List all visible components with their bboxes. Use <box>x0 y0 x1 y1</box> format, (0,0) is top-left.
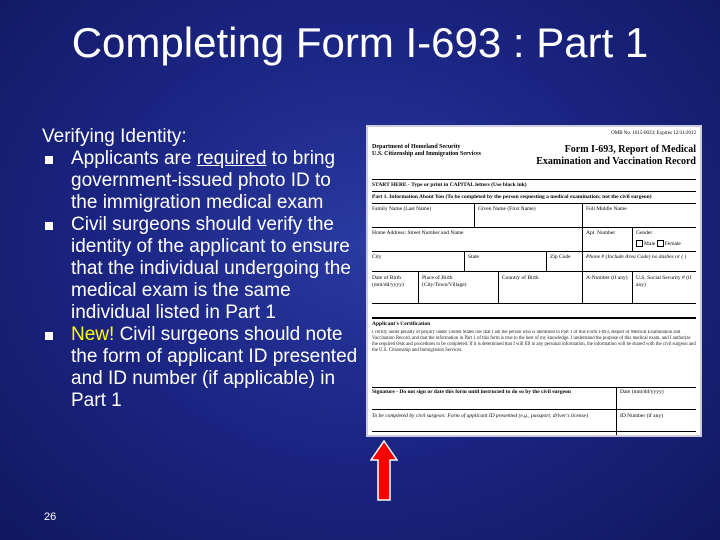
bullet-item-note-id: New! Civil surgeons should note the form of applicant ID presented and ID number (if applicable) in Part 1 <box>42 324 362 412</box>
form-gender: Gender <box>636 230 653 236</box>
form-city: City <box>372 254 382 260</box>
form-title: Form I-693, Report of Medical Examination and Vaccination Record <box>536 144 696 167</box>
form-apt-number: Apt. Number <box>586 230 616 236</box>
form-home-address: Home Address: Street Number and Name <box>372 230 464 236</box>
slide-title: Completing Form I-693 : Part 1 <box>71 19 649 66</box>
new-label: New! <box>71 324 115 345</box>
form-id-presented: To be completed by civil surgeon: Form of applicant ID presented (e.g., passport, driver's license) <box>372 413 588 419</box>
form-dob: Date of Birth (mm/dd/yyyy) <box>372 275 404 288</box>
form-id-number: ID Number (if any) <box>620 413 663 419</box>
square-bullet-icon <box>45 222 53 230</box>
form-gender-options: Male Female <box>636 240 681 248</box>
form-cert-heading: Applicant's Certification <box>372 321 431 327</box>
form-a-number: A-Number (if any) <box>586 275 628 281</box>
form-country: Country of Birth <box>502 275 539 281</box>
form-phone: Phone # (Include Area Code) no dashes or ( ) <box>586 254 687 260</box>
form-given-name: Given Name (First Name) <box>478 206 536 212</box>
form-middle-name: Full Middle Name <box>586 206 627 212</box>
section-heading: Verifying Identity: <box>42 126 187 147</box>
form-start-here: START HERE - Type or print in CAPITAL letters (Use black ink) <box>372 182 527 188</box>
form-cert-text: I certify under penalty of perjury under United States law that I am the person who is identified in Part 1 of this Form I-693, Report of Medical Examination and Vaccination Record, and that the information in Part 1 of this form is true to the best of my knowledge. I understand the purpose of this medical exam, and I authorize the required tests and procedures to be completed. If it is determined that I will fill in any personal information, the information will be shared with the civil surgeon and the U.S. Citizenship and Immigration Services. <box>372 330 696 353</box>
form-department: Department of Homeland Security U.S. Citizenship and Immigration Services <box>372 144 482 157</box>
form-omb-number: OMB No. 1615-0033; Expires 12/31/2012 <box>611 131 696 136</box>
required-emphasis: required <box>196 148 267 169</box>
form-place-of-birth: Place of Birth (City/Town/Village) <box>422 275 467 288</box>
form-signature: Signature - Do not sign or date this form until instructed to do so by the civil surgeon <box>372 389 571 395</box>
up-arrow-icon <box>370 440 398 502</box>
female-checkbox <box>657 240 664 247</box>
form-part1-heading: Part 1. Information About You (To be completed by the person requesting a medical examination; not the civil surgeon) <box>372 194 652 200</box>
form-zip: Zip Code <box>550 254 571 260</box>
form-header <box>372 130 696 174</box>
slide-number: 26 <box>44 511 57 523</box>
form-i693-image <box>366 125 702 437</box>
form-state: State <box>468 254 479 260</box>
bullet-item-verify-identity: Civil surgeons should verify the identity of the applicant to ensure that the individual undergoing the medical exam is the same individual listed in Part 1 <box>42 214 362 324</box>
square-bullet-icon <box>45 332 53 340</box>
bullet-item-id-required: Applicants are required to bring government-issued photo ID to the immigration medical exam <box>42 148 362 214</box>
male-checkbox <box>636 240 643 247</box>
form-date: Date (mm/dd/yyyy) <box>620 389 664 395</box>
bullet-list <box>42 148 362 412</box>
slide-content <box>42 126 362 412</box>
form-family-name: Family Name (Last Name) <box>372 206 432 212</box>
square-bullet-icon <box>45 156 53 164</box>
form-ssn: U.S. Social Security # (if any) <box>636 275 692 288</box>
